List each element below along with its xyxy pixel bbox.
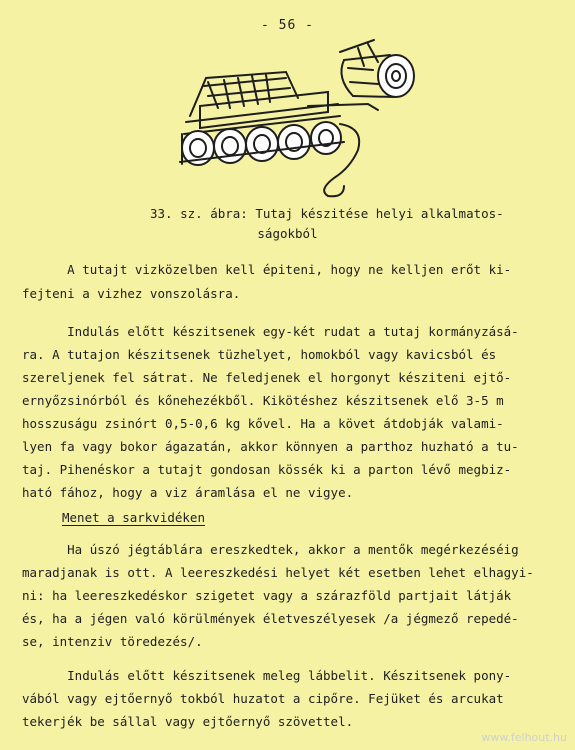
paragraph-line: fejteni a vizhez vonszolásra. — [22, 286, 241, 301]
paragraph-line: Indulás előtt készitsenek egy-két rudat a tutaj kormányzásá- — [22, 324, 519, 339]
paragraph-line: ernyőzsinórból és kőnehezékből. Kikötéshez készitsenek elő 3-5 m — [22, 393, 504, 408]
paragraph-line: maradjanak is ott. A leereszkedési helyet két esetben lehet elhagyi- — [22, 565, 534, 580]
paragraph-line: A tutajt vizközelben kell épiteni, hogy ne kelljen erőt ki- — [22, 262, 512, 277]
figure-caption-line-1: 33. sz. ábra: Tutaj készitése helyi alkalmatos- — [150, 206, 504, 221]
paragraph-line: se, intenziv töredezés/. — [22, 634, 203, 649]
raft-illustration — [168, 38, 423, 198]
paragraph-line: ható fához, hogy a viz áramlása el ne vigye. — [22, 485, 354, 500]
paragraph-line: ra. A tutajon készitsenek tüzhelyet, homokból vagy kavicsból és — [22, 347, 497, 362]
section-heading: Menet a sarkvidéken — [62, 510, 205, 525]
paragraph-line: lyen fa vagy bokor ágazatán, akkor könnyen a parthoz huzható a tu- — [22, 439, 519, 454]
paragraph-line: szereljenek fel sátrat. Ne feledjenek el horgonyt késziteni ejtő- — [22, 370, 512, 385]
paragraph-line: vából vagy ejtőernyő tokból huzatot a cipőre. Fejüket és arcukat — [22, 691, 504, 706]
paragraph-line: tekerjék be sállal vagy ejtőernyő szövettel. — [22, 714, 354, 729]
paragraph-line: taj. Pihenéskor a tutajt gondosan kössék ki a parton lévő megbiz- — [22, 462, 512, 477]
paragraph-line: és, ha a jégen való körülmények életveszélyesek /a jégmező repedé- — [22, 611, 519, 626]
paragraph-line: ni: ha leereszkedéskor szigetet vagy a szárazföld partjait látják — [22, 588, 512, 603]
single-log-drawing — [340, 40, 414, 97]
paragraph-line: Ha úszó jégtáblára ereszkedtek, akkor a mentők megérkezéséig — [22, 542, 519, 557]
figure-caption-line-2: ságokból — [257, 226, 318, 241]
page-number: - 56 - — [261, 18, 314, 33]
paragraph-line: Indulás előtt készitsenek meleg lábbelit. Készitsenek pony- — [22, 668, 512, 683]
watermark: www.felhout.hu — [481, 731, 567, 744]
paragraph-line: hosszuságu zsinórt 0,5-0,6 kg kővel. Ha a követ átdobják valami- — [22, 416, 504, 431]
